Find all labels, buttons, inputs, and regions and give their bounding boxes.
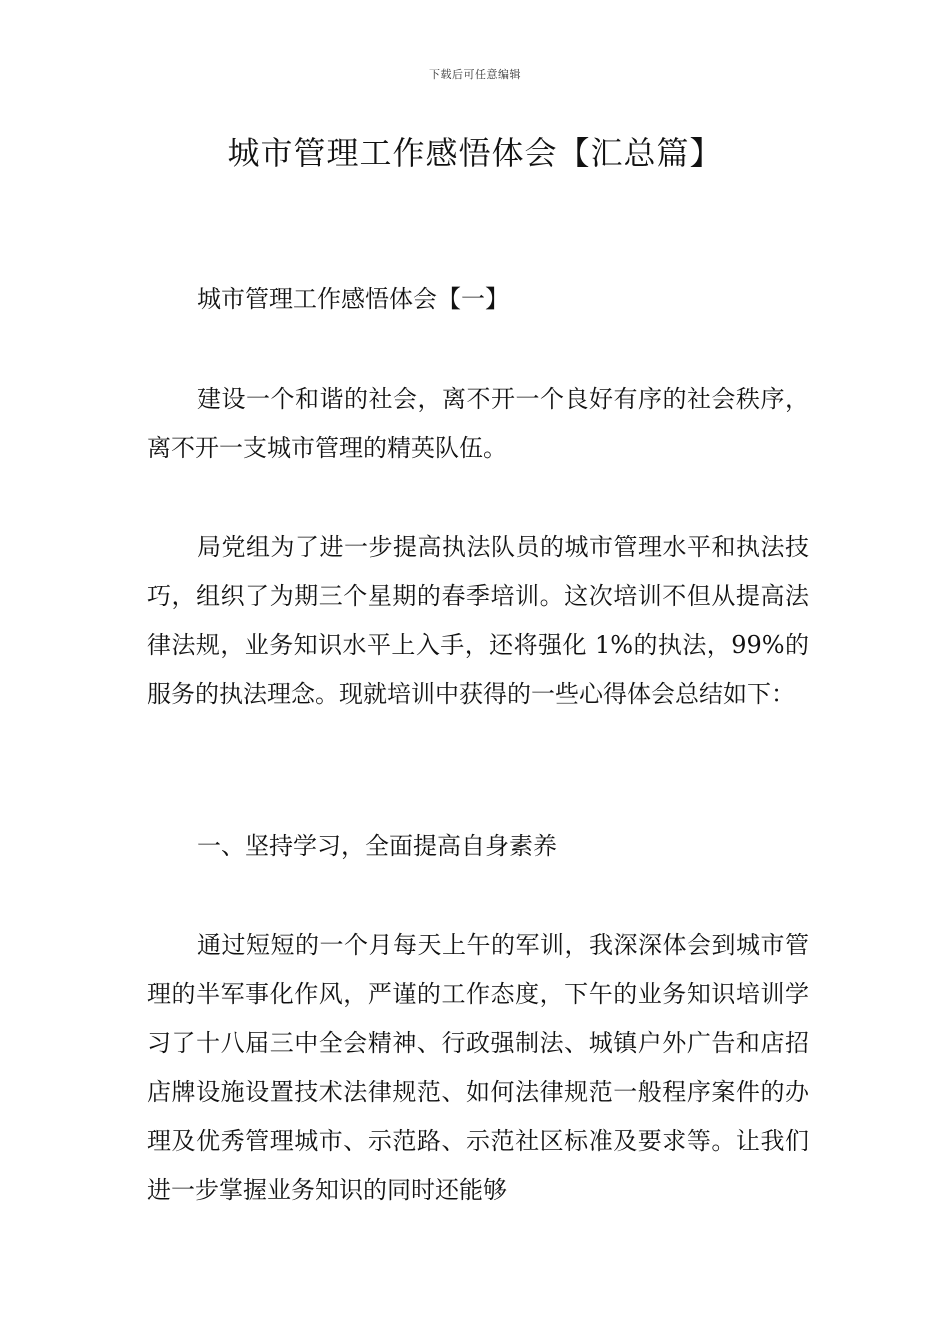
paragraph-training: 局党组为了进一步提高执法队员的城市管理水平和执法技巧，组织了为期三个星期的春季培训。这次培训不但从提高法律法规，业务知识水平上入手，还将强化 1%的执法，99%的服务的执法理念。现就培训中获得的一些心得体会总结如下： xyxy=(147,533,809,708)
paragraph-intro: 建设一个和谐的社会，离不开一个良好有序的社会秩序，离不开一支城市管理的精英队伍。 xyxy=(147,385,809,462)
subheading-part-one: 城市管理工作感悟体会【一】 xyxy=(197,285,509,313)
header-note: 下载后可任意编辑 xyxy=(429,68,521,81)
section-heading-study: 一、坚持学习，全面提高自身素养 xyxy=(197,832,557,860)
document-title: 城市管理工作感悟体会【汇总篇】 xyxy=(227,134,723,172)
paragraph-military-training: 通过短短的一个月每天上午的军训，我深深体会到城市管理的半军事化作风，严谨的工作态度，下午的业务知识培训学习了十八届三中全会精神、行政强制法、城镇户外广告和店招店牌设施设置技术法律规范、如何法律规范一般程序案件的办理及优秀管理城市、示范路、示范社区标准及要求等。让我们进一步掌握业务知识的同时还能够 xyxy=(147,931,809,1204)
